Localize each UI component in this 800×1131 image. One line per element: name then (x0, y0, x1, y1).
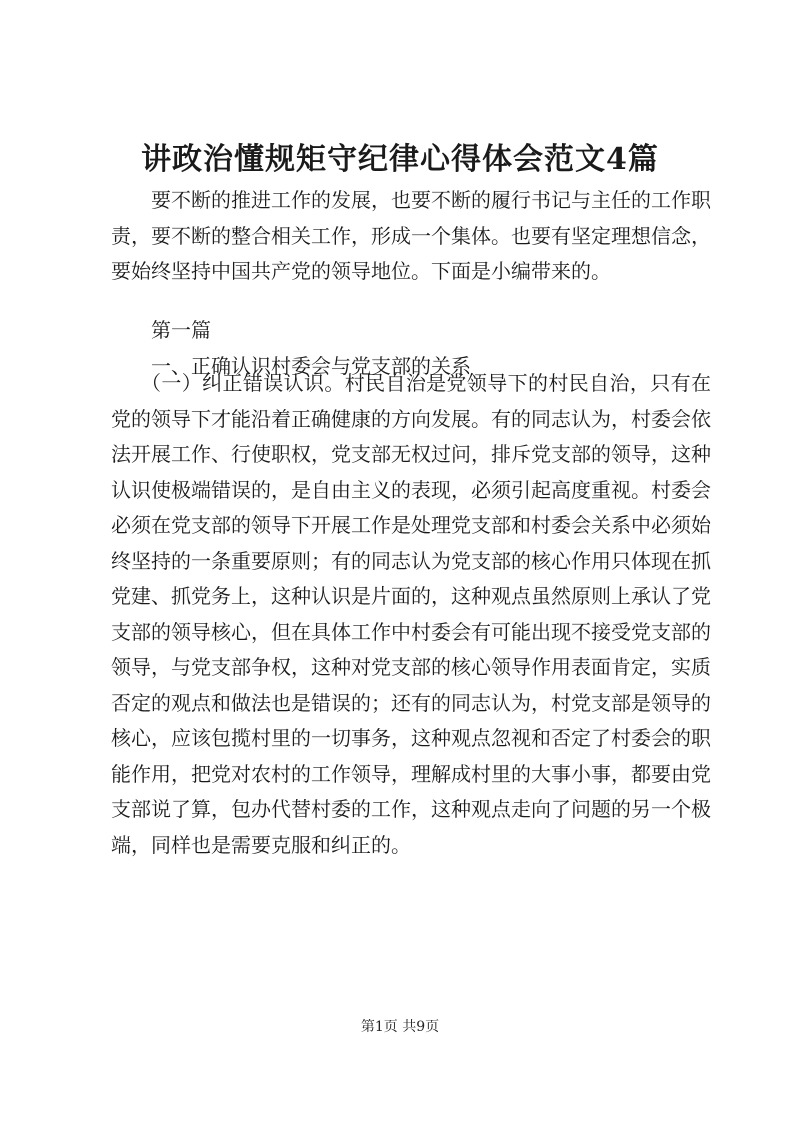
intro-paragraph (111, 183, 711, 290)
section-body-paragraph (111, 366, 711, 863)
intro-text: 要不断的推进工作的发展，也要不断的履行书记与主任的工作职责，要不断的整合相关工作，形成一个集体。也要有坚定理想信念，要始终坚持中国共产党的领导地位。下面是小编带来的。 (111, 188, 711, 283)
page-footer: 第1页 共9页 (360, 1019, 440, 1035)
section-heading: 一、正确认识村委会与党支部的关系 (151, 354, 471, 378)
part-heading: 第一篇 (151, 318, 211, 342)
section-body-text: （一）纠正错误认识。村民自治是党领导下的村民自治，只有在党的领导下才能沿着正确健康的方向发展。有的同志认为，村委会依法开展工作、行使职权，党支部无权过问，排斥党支部的领导，这种认识使极端错误的，是自由主义的表现，必须引起高度重视。村委会必须在党支部的领导下开展工作是处理党支部和村委会关系中必须始终坚持的一条重要原则；有的同志认为党支部的核心作用只体现在抓党建、抓党务上，这种认识是片面的，这种观点虽然原则上承认了党支部的领导核心，但在具体工作中村委会有可能出现不接受党支部的领导，与党支部争权，这种对党支部的核心领导作用表面肯定，实质否定的观点和做法也是错误的；还有的同志认为，村党支部是领导的核心，应该包揽村里的一切事务，这种观点忽视和否定了村委会的职能作用，把党对农村的工作领导，理解成村里的大事小事，都要由党支部说了算，包办代替村委的工作，这种观点走向了问题的另一个极端，同样也是需要克服和纠正的。 (111, 371, 711, 857)
document-title: 讲政治懂规矩守纪律心得体会范文4篇 (141, 142, 659, 177)
